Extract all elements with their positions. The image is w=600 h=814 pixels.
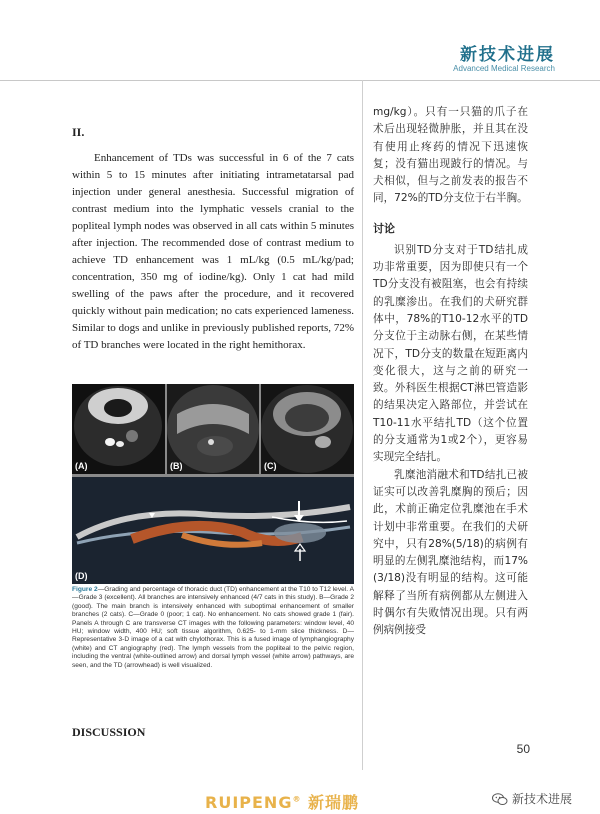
panel-c-label: (C)	[264, 461, 277, 471]
header-divider	[0, 80, 600, 81]
panel-b-label: (B)	[170, 461, 183, 471]
wechat-label: 新技术进展	[511, 792, 572, 806]
panel-d-3d-image	[72, 477, 354, 584]
footer-logo	[205, 790, 359, 813]
panel-a-label: (A)	[75, 461, 88, 471]
section-number: II.	[72, 125, 85, 139]
page-number: 50	[516, 742, 530, 756]
wechat-attribution	[492, 790, 572, 807]
left-column	[72, 125, 354, 354]
wechat-icon	[492, 793, 508, 806]
panel-a	[72, 384, 165, 474]
panel-c	[261, 384, 354, 474]
panel-d	[72, 477, 354, 584]
cn-paragraph-1: mg/kg）。只有一只猫的爪子在术后出现轻微肿胀，并且其在没有使用止疼药的情况下迅速恢复；没有猫出现跛行的情况。与犬相似，但与之前发表的报告不同，72%的TD分支位于右半胸。	[373, 106, 528, 205]
column-divider	[362, 80, 363, 770]
header-subtitle: Advanced Medical Research	[453, 64, 555, 73]
results-paragraph: Enhancement of TDs was successful in 6 of the 7 cats within 5 to 15 minutes after initiating intrametatarsal pad injection under general anesthesia. Successful migration of contrast medium into the lymphatic vessels cranial to the popliteal lymph nodes was observed in all cats within 5 minutes after injection. The recommended dose of contrast medium to achieve TD enhancement was 1 mL/kg (0.5 mL/kg/pad; concentration, 350 mg of iodine/kg). Only 1 cat had mild swelling of the paws after the procedure, and it recovered quickly without pain medication; no cats experienced lameness. Similar to dogs and unlike in previously published reports, 72% of TD branches were located in the right hemithorax.	[72, 152, 354, 351]
header-title: 新技术进展	[460, 45, 555, 65]
caption-text: —Grading and percentage of thoracic duct (TD) enhancement at the T10 to T12 level. A—Grade 3 (excellent). All branches are intensively enhanced (4/7 cats in this study). B—Grade 2 (good). The main branch is intensively enhanced with suboptimal enhancement of smaller branches (2 cats). C—Grade 0 (poor; 1 cat). No enhancement. No cats showed grade 1 (fair). Panels A through C are transverse CT images with the following parameters: window level, 40 HU; window width, 400 HU; soft tissue algorithm, 0.625- to 1-mm slice thickness. D—Representative 3-D image of a cat with chylothorax. This is a fused image of lymphangiography (white) and CT angiography (red). The lymph vessels from the popliteal to the pelvic region, including the ventral (white-outlined arrow) and dorsal lymph vessel (white arrow) pathways, are seen, and the TD (arrowhead) is well visualized.	[72, 586, 354, 669]
discussion-heading: DISCUSSION	[72, 725, 146, 739]
panel-b	[167, 384, 259, 474]
logo-cn: 新瑞鹏	[308, 793, 360, 812]
logo-latin: RUIPENG	[205, 793, 293, 812]
cn-heading-discussion: 讨论	[373, 221, 395, 235]
panel-d-label: (D)	[75, 571, 88, 581]
caption-label: Figure 2	[72, 586, 98, 593]
cn-paragraph-3: 乳糜池消融术和TD结扎已被证实可以改善乳糜胸的预后；因此，术前正确定位乳糜池在手术计划中非常重要。在我们的犬研究中，只有28%(5/18)的病例有明显的左侧乳糜池结构，而17%(3/18)没有明显的结构。这可能解释了当所有病例都从左侧进入时偶尔有失败情况出现。只有两例病例接受	[373, 468, 528, 637]
right-column	[373, 104, 528, 640]
logo-mark: ®	[292, 794, 302, 804]
cn-paragraph-2: 识别TD分支对于TD结扎成功非常重要，因为即使只有一个TD分支没有被阻塞，也会有持续的乳糜渗出。在我们的犬研究群体中，78%的T10-12水平的TD分支位于主动脉右侧，在某些情况下，TD分支的数量在短距离内变化很大，这与之前的研究一致。外科医生根据CT淋巴管造影的结果决定入路部位，并尝试在T10-11水平结扎TD（这个位置的分支通常为1或2个），更容易实现完全结扎。	[373, 243, 528, 464]
figure-caption	[72, 586, 354, 670]
figure-2	[72, 384, 354, 584]
